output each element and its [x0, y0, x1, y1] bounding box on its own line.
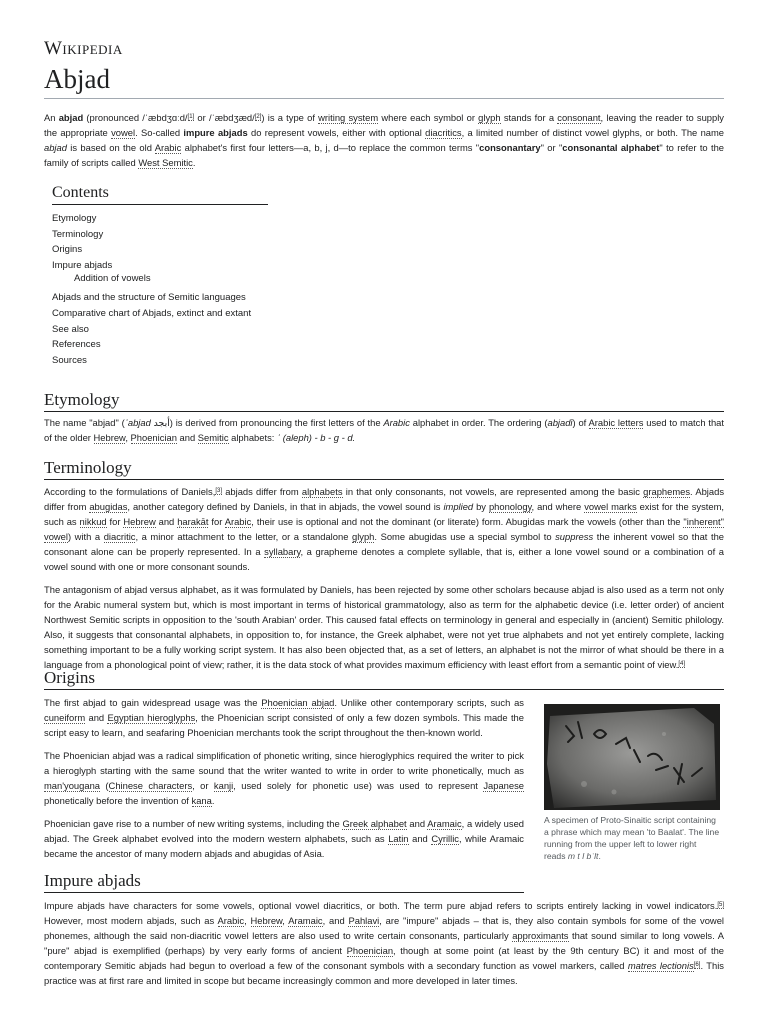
toc-item-sources[interactable]: Sources	[52, 354, 87, 366]
link-arabic[interactable]: Arabic	[224, 516, 252, 527]
citation-link[interactable]: [2]	[254, 114, 262, 120]
link-inherent-vowel[interactable]: "inherent" vowel	[44, 516, 724, 542]
origins-paragraph-2: The Phoenician abjad was a radical simplification of phonetic writing, since hieroglyphics required the writer to pick a hieroglyph starting with the same sound that the writer wanted to write in order to write phonetically, much as man'yougana (Chinese characters, or kanji, used solely for phonetic use) was used to represent Japanese phonetically before the invention of kana.	[44, 750, 524, 806]
link-phoenician[interactable]: Phoenician	[346, 945, 394, 956]
link-glyph[interactable]: glyph	[351, 531, 375, 542]
toc-heading: Contents	[52, 184, 268, 205]
impure-abjads-section	[44, 898, 724, 988]
citation-link[interactable]: [1]	[187, 114, 195, 120]
link-latin[interactable]: Latin	[388, 833, 409, 844]
link-diacritics[interactable]: diacritics	[425, 127, 462, 138]
etymology-paragraph: The name "abjad" (ʾabjad أبجد) is derived from pronouncing the first letters of the Arabic alphabet in order. The ordering (abjadī) of Arabic letters used to match that of the older Hebrew, Phoenician and Semitic alphabets: ʾ (aleph) - b - g - d.	[44, 417, 724, 443]
link-aramaic[interactable]: Aramaic	[427, 818, 462, 829]
link-alphabets[interactable]: alphabets	[301, 486, 343, 497]
link-egyptian-hieroglyphs[interactable]: Egyptian hieroglyphs	[107, 712, 196, 723]
terminology-paragraph-1: According to the formulations of Daniels,[3] abjads differ from alphabets in that only consonants, not vowels, are represented among the basic graphemes. Abjads differ from abugidas, another category defined by Daniels, in that in abjads, the vowel sound is implied by phonology, and where vowel marks exist for the system, such as nikkud for Hebrew and ḥarakāt for Arabic, their use is optional and not the dominant (or literate) form. Abugidas mark the vowels (other than the "inherent" vowel) with a diacritic, a minor attachment to the letter, or a standalone glyph. Some abugidas use a special symbol to suppress the inherent vowel so that the consonant alone can be properly represented. In a syllabary, a grapheme denotes a complete syllable, that is, either a lone vowel sound or a combination of a vowel sound with one or more consonant sounds.	[44, 486, 725, 572]
link-kanji[interactable]: kanji	[213, 780, 234, 791]
toc-item-terminology[interactable]: Terminology	[52, 228, 104, 240]
toc-item-comparative-chart[interactable]: Comparative chart of Abjads, extinct and extant	[52, 307, 252, 319]
link-approximants[interactable]: approximants	[512, 930, 569, 941]
link-pahlavi[interactable]: Pahlavi	[348, 915, 380, 926]
link-abugidas[interactable]: abugidas	[89, 501, 128, 512]
terminology-paragraph-2: The antagonism of abjad versus alphabet, as it was formulated by Daniels, has been rejected by some other scholars because abjad is also used as a term not only for the Arabic numeral system but, which is most important in terms of historical grammatology, also as term for the alphabetic device (i.e. letter order) of ancient Northwest Semitic scripts in opposition to the 'south Arabian' order. This caused fatal effects on terminology in general and especially in (ancient) Semitic philology. Also, it suggests that consonantal alphabets, in opposition to, for instance, the Greek alphabet, were not yet true alphabets and not yet entirely complete, lacking something important to be a fully working script system. It has also been objected that, as a set of letters, an alphabet is not the mirror of what should be there in a language from a phonological point of view; rather, it is the data stock of what provides maximum efficiency with least effort from a semantic point of view.[4]	[44, 584, 724, 670]
title-divider	[44, 98, 724, 99]
link-aramaic[interactable]: Aramaic	[288, 915, 323, 926]
etymology-section	[44, 415, 724, 445]
terminology-section	[44, 484, 724, 672]
link-diacritic[interactable]: diacritic	[103, 531, 136, 542]
heading-terminology: Terminology	[44, 458, 724, 480]
citation-link[interactable]: [3]	[215, 488, 222, 494]
origins-paragraph-3: Phoenician gave rise to a number of new writing systems, including the Greek alphabet and Aramaic, a widely used abjad. The Greek alphabet evolved into the modern western alphabets, such as Latin and Cyrillic, while Aramaic became the ancestor of many modern abjads and abugidas of Asia.	[44, 818, 525, 859]
heading-origins: Origins	[44, 668, 724, 690]
link-phoenician[interactable]: Phoenician	[130, 432, 177, 443]
link-glyph[interactable]: glyph	[478, 112, 501, 123]
figure-caption: A specimen of Proto-Sinaitic script containing a phrase which may mean 'to Baalat'. The line running from the upper left to lower right reads m t l bʿlt.	[544, 815, 720, 861]
link-arabic[interactable]: Arabic	[217, 915, 245, 926]
toc-item-etymology[interactable]: Etymology	[52, 213, 97, 224]
lead-section	[44, 110, 724, 170]
link-cyrillic[interactable]: Cyrillic	[431, 833, 459, 844]
page-title: Abjad	[44, 64, 110, 94]
link-manyougana[interactable]: man'yougana	[44, 780, 100, 791]
impure-abjads-paragraph: Impure abjads have characters for some vowels, optional vowel diacritics, or both. The term pure abjad refers to scripts entirely lacking in vowel indicators.[5] However, most modern abjads, such as Arabic, Hebrew, Aramaic, and Pahlavi, are "impure" abjads – that is, they also contain symbols for some of the vowel phonemes, although the said non-diacritic vowel letters are also used to write certain consonants, particularly approximants that sound similar to long vowels. A "pure" abjad is exemplified (perhaps) by very early forms of ancient Phoenician, though at some point (at least by the 9th century BC) it and most of the contemporary Semitic abjads had begun to overload a few of the consonant symbols with a secondary function as vowel markers, called matres lectionis[6]. This practice was at first rare and limited in scope but became increasingly common and more developed in later times.	[44, 900, 724, 986]
link-vowel-marks[interactable]: vowel marks	[584, 501, 637, 512]
toc-item-references[interactable]: References	[52, 339, 101, 351]
link-hebrew[interactable]: Hebrew	[250, 915, 283, 926]
link-matres-lectionis[interactable]: matres lectionis	[627, 960, 694, 971]
lead-paragraph: An abjad (pronounced /ˈæbdʒɑːd/[1] or /ˈæbdʒæd/[2]) is a type of writing system where each symbol or glyph stands for a consonant, leaving the reader to supply the appropriate vowel. So-called impure abjads do represent vowels, either with optional diacritics, a limited number of distinct vowel glyphs, or both. The name abjad is based on the old Arabic alphabet's first four letters—a, b, j, d—to replace the common terms "consonantary" or "consonantal alphabet" to refer to the family of scripts called West Semitic.	[44, 112, 725, 168]
link-phoenician-abjad[interactable]: Phoenician abjad	[261, 697, 335, 708]
link-nikkud[interactable]: nikkud	[79, 516, 107, 527]
link-syllabary[interactable]: syllabary	[264, 546, 301, 557]
link-writing-system[interactable]: writing system	[318, 112, 379, 123]
link-japanese[interactable]: Japanese	[483, 780, 524, 791]
toc-subitem-addition-of-vowels[interactable]: Addition of vowels	[74, 273, 151, 285]
citation-link[interactable]: [6]	[693, 962, 701, 968]
link-cuneiform[interactable]: cuneiform	[44, 712, 86, 723]
toc-item-impure-abjads[interactable]: Impure abjads	[52, 259, 113, 271]
proto-sinaitic-figure	[544, 704, 720, 862]
link-harakat[interactable]: ḥarakāt	[177, 516, 209, 527]
link-kana[interactable]: kana	[191, 795, 212, 806]
toc-item-see-also[interactable]: See also	[52, 323, 89, 335]
link-hebrew[interactable]: Hebrew	[93, 432, 126, 443]
toc-item-structure[interactable]: Abjads and the structure of Semitic languages	[52, 292, 246, 304]
origins-paragraph-1: The first abjad to gain widespread usage was the Phoenician abjad. Unlike other contemporary scripts, such as cuneiform and Egyptian hieroglyphs, the Phoenician script consisted of only a few dozen symbols. This made the script easy to learn, and seafaring Phoenician merchants took the script throughout the then-known world.	[44, 697, 524, 738]
link-consonant[interactable]: consonant	[557, 112, 601, 123]
origins-section	[44, 695, 524, 861]
proto-sinaitic-stone-image[interactable]	[544, 704, 720, 810]
link-greek-alphabet[interactable]: Greek alphabet	[342, 818, 407, 829]
link-chinese-characters[interactable]: Chinese characters	[108, 780, 193, 791]
heading-impure-abjads: Impure abjads	[44, 871, 524, 893]
wikipedia-wordmark[interactable]: Wikipedia	[44, 38, 123, 59]
link-semitic[interactable]: Semitic	[197, 432, 229, 443]
link-vowel[interactable]: vowel	[111, 127, 136, 138]
link-arabic[interactable]: Arabic	[154, 142, 182, 153]
link-hebrew[interactable]: Hebrew	[123, 516, 156, 527]
table-of-contents	[52, 184, 272, 368]
link-phonology[interactable]: phonology	[488, 501, 532, 512]
toc-item-origins[interactable]: Origins	[52, 244, 83, 256]
citation-link[interactable]: [4]	[678, 661, 686, 667]
citation-link[interactable]: [5]	[717, 902, 724, 908]
link-arabic-letters[interactable]: Arabic letters	[588, 417, 644, 428]
link-graphemes[interactable]: graphemes	[643, 486, 691, 497]
heading-etymology: Etymology	[44, 390, 724, 412]
link-west-semitic[interactable]: West Semitic	[138, 157, 193, 168]
